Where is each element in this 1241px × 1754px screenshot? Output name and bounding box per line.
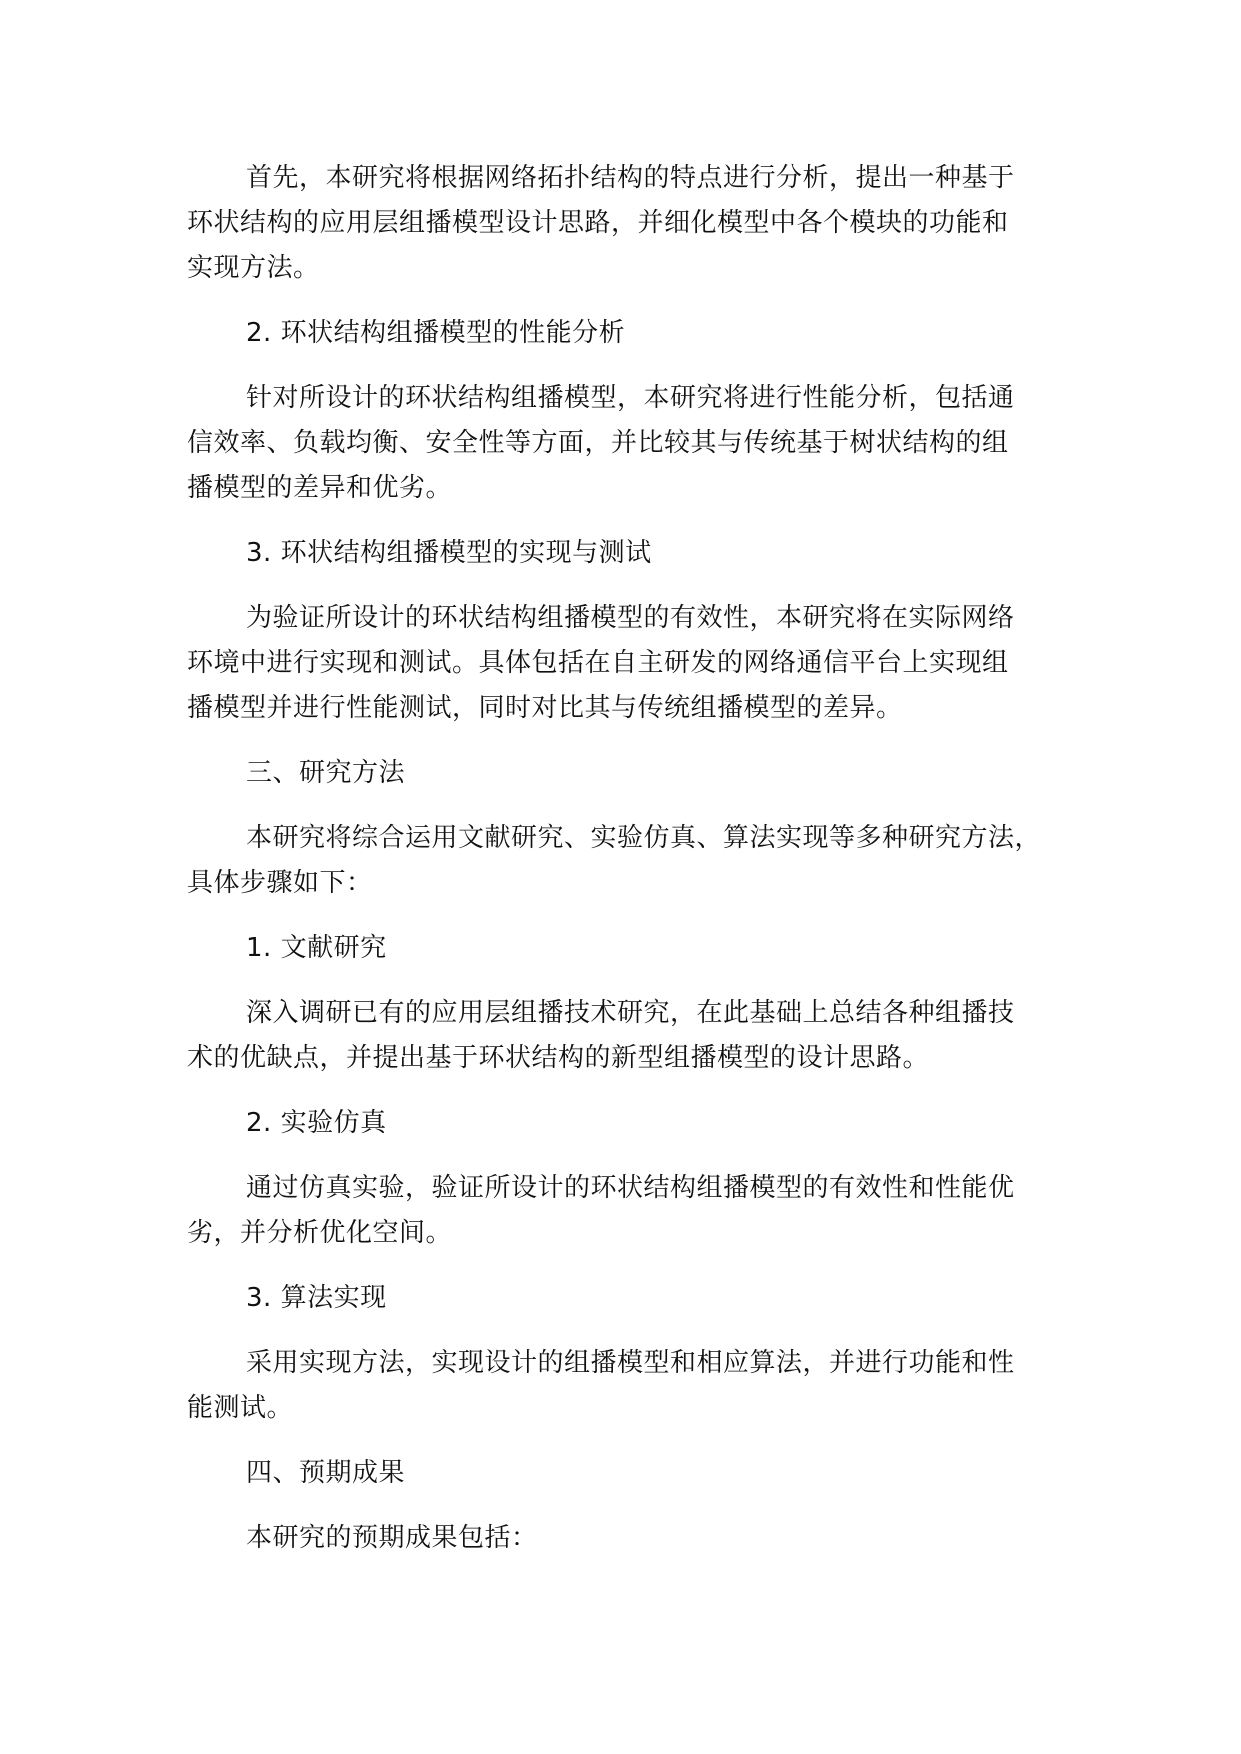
heading-experimental-simulation: 2. 实验仿真 bbox=[246, 1108, 387, 1138]
paragraph-experimental-simulation: 通过仿真实验，验证所设计的环状结构组播模型的有效性和性能优 劣，并分析优化空间。 bbox=[187, 1173, 1015, 1248]
paragraph-design-approach: 首先，本研究将根据网络拓扑结构的特点进行分析，提出一种基于 环状结构的应用层组播模型设计思路，并细化模型中各个模块的功能和 实现方法。 bbox=[187, 163, 1015, 283]
heading-expected-results: 四、预期成果 bbox=[246, 1458, 406, 1488]
heading-research-methods: 三、研究方法 bbox=[246, 758, 406, 788]
document-body bbox=[187, 156, 1079, 1561]
heading-literature-research: 1. 文献研究 bbox=[246, 933, 387, 963]
paragraph-literature-research: 深入调研已有的应用层组播技术研究，在此基础上总结各种组播技 术的优缺点，并提出基于环状结构的新型组播模型的设计思路。 bbox=[187, 998, 1015, 1073]
heading-implementation-testing: 3. 环状结构组播模型的实现与测试 bbox=[246, 538, 652, 568]
paragraph-algorithm-implementation: 采用实现方法，实现设计的组播模型和相应算法，并进行功能和性 能测试。 bbox=[187, 1348, 1015, 1423]
paragraph-research-methods: 本研究将综合运用文献研究、实验仿真、算法实现等多种研究方法， 具体步骤如下： bbox=[187, 823, 1042, 898]
paragraph-implementation-testing: 为验证所设计的环状结构组播模型的有效性，本研究将在实际网络 环境中进行实现和测试。具体包括在自主研发的网络通信平台上实现组 播模型并进行性能测试，同时对比其与传统组播模型的差异。 bbox=[187, 603, 1015, 723]
paragraph-performance-analysis: 针对所设计的环状结构组播模型，本研究将进行性能分析，包括通 信效率、负载均衡、安全性等方面，并比较其与传统基于树状结构的组 播模型的差异和优劣。 bbox=[187, 383, 1015, 503]
heading-performance-analysis: 2. 环状结构组播模型的性能分析 bbox=[246, 318, 626, 348]
heading-algorithm-implementation: 3. 算法实现 bbox=[246, 1283, 387, 1313]
paragraph-expected-results: 本研究的预期成果包括： bbox=[246, 1523, 538, 1553]
